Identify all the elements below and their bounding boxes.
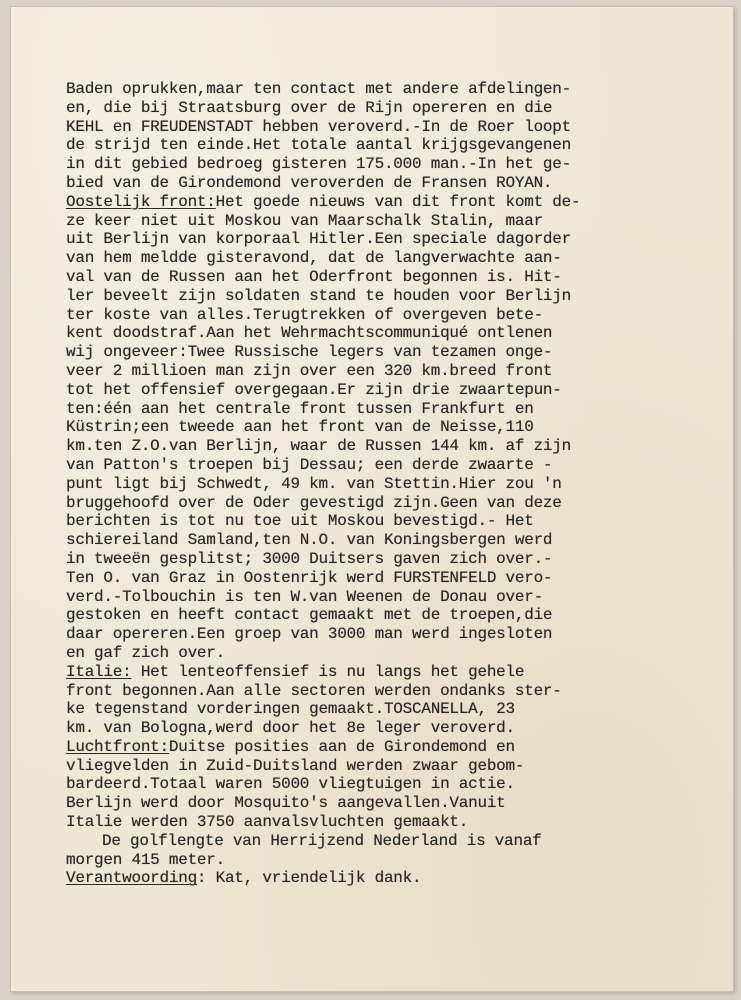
text-line xyxy=(66,588,716,607)
text-line xyxy=(66,738,716,757)
text-segment: van hem meldde gisteravond, dat de langverwachte aan- xyxy=(66,249,562,268)
text-segment: Het lenteoffensief is nu langs het gehele xyxy=(131,662,525,681)
text-segment: front begonnen.Aan alle sectoren werden ondanks ster- xyxy=(66,681,562,700)
text-line xyxy=(66,757,716,776)
text-line xyxy=(66,99,716,118)
section-heading: Verantwoording xyxy=(66,869,197,888)
text-line xyxy=(66,700,716,719)
text-line xyxy=(66,174,716,193)
text-line xyxy=(66,494,716,513)
text-segment: verd.-Tolbouchin is ten W.van Weenen de Donau over- xyxy=(66,587,543,606)
text-line xyxy=(66,287,716,306)
section-heading: Italie: xyxy=(66,662,132,681)
text-segment: ten:één aan het centrale front tussen Frankfurt en xyxy=(66,399,534,418)
text-line xyxy=(66,306,716,325)
text-line xyxy=(66,362,716,381)
text-line xyxy=(66,381,716,400)
text-segment: en gaf zich over. xyxy=(66,643,225,662)
text-segment: ter koste van alles.Terugtrekken of overgeven bete- xyxy=(66,305,543,324)
text-line xyxy=(66,400,716,419)
text-segment: Duitse posities aan de Girondemond en xyxy=(168,737,515,756)
text-segment: wij ongeveer:Twee Russische legers van tezamen onge- xyxy=(66,343,553,362)
text-line xyxy=(66,682,716,701)
text-segment: KEHL en FREUDENSTADT hebben veroverd.-In de Roer loopt xyxy=(66,117,571,136)
text-line xyxy=(66,625,716,644)
text-segment: de strijd ten einde.Het totale aantal krijgsgevangenen xyxy=(66,136,571,155)
text-line xyxy=(66,719,716,738)
text-line xyxy=(66,80,716,99)
text-segment: bruggehoofd over de Oder gevestigd zijn.Geen van deze xyxy=(66,493,562,512)
text-line xyxy=(66,606,716,625)
text-segment: : Kat, vriendelijk dank. xyxy=(196,869,422,888)
text-line xyxy=(66,437,716,456)
text-segment: Ten O. van Graz in Oostenrijk werd FURSTENFELD vero- xyxy=(66,568,553,587)
text-segment: ke tegenstand vorderingen gemaakt.TOSCANELLA, 23 xyxy=(66,700,515,719)
text-segment: gestoken en heeft contact gemaakt met de troepen,die xyxy=(66,606,553,625)
section-heading: Luchtfront: xyxy=(66,737,169,756)
text-segment: km. van Bologna,werd door het 8e leger veroverd. xyxy=(66,719,515,738)
text-segment: ze keer niet uit Moskou van Maarschalk Stalin, maar xyxy=(66,211,543,230)
text-line xyxy=(66,550,716,569)
text-segment: punt ligt bij Schwedt, 49 km. van Stettin.Hier zou 'n xyxy=(66,474,562,493)
typed-text-body xyxy=(66,80,716,888)
text-segment: morgen 415 meter. xyxy=(66,850,225,869)
text-line xyxy=(66,268,716,287)
text-segment: daar opereren.Een groep van 3000 man werd ingesloten xyxy=(66,625,553,644)
text-line xyxy=(66,813,716,832)
text-line xyxy=(66,249,716,268)
text-segment: val van de Russen aan het Oderfront begonnen is. Hit- xyxy=(66,267,562,286)
text-segment: Italie werden 3750 aanvalsvluchten gemaakt. xyxy=(66,813,469,832)
text-line xyxy=(66,475,716,494)
text-segment: bardeerd.Totaal waren 5000 vliegtuigen in actie. xyxy=(66,775,515,794)
text-line xyxy=(66,832,716,851)
text-segment: ler beveelt zijn soldaten stand te houden voor Berlijn xyxy=(66,286,571,305)
text-segment: veer 2 millioen man zijn over een 320 km.breed front xyxy=(66,361,553,380)
text-segment: schiereiland Samland,ten N.O. van Koningsbergen werd xyxy=(66,531,553,550)
text-segment: berichten is tot nu toe uit Moskou bevestigd.- Het xyxy=(66,512,534,531)
text-segment: km.ten Z.O.van Berlijn, waar de Russen 144 km. af zijn xyxy=(66,437,571,456)
text-segment: tot het offensief overgegaan.Er zijn drie zwaartepun- xyxy=(66,380,562,399)
text-segment: bied van de Girondemond veroverden de Fransen ROYAN. xyxy=(66,173,553,192)
section-heading: Oostelijk front: xyxy=(66,192,216,211)
text-line xyxy=(66,794,716,813)
text-line xyxy=(66,155,716,174)
text-segment: Het goede nieuws van dit front komt de- xyxy=(215,192,581,211)
text-segment: in dit gebied bedroeg gisteren 175.000 man.-In het ge- xyxy=(66,155,571,174)
text-line xyxy=(66,512,716,531)
text-line xyxy=(66,869,716,888)
text-segment: Baden oprukken,maar ten contact met andere afdelingen- xyxy=(66,80,571,98)
text-segment: in tweeën gesplitst; 3000 Duitsers gaven zich over.- xyxy=(66,549,553,568)
text-segment: De golflengte van Herrijzend Nederland is vanaf xyxy=(102,831,542,850)
text-line xyxy=(66,230,716,249)
text-segment: uit Berlijn van korporaal Hitler.Een speciale dagorder xyxy=(66,230,571,249)
text-line xyxy=(66,644,716,663)
text-segment: Berlijn werd door Mosquito's aangevallen.Vanuit xyxy=(66,794,506,813)
text-line xyxy=(66,775,716,794)
text-segment: van Patton's troepen bij Dessau; een derde zwaarte - xyxy=(66,455,553,474)
text-line xyxy=(66,212,716,231)
text-line xyxy=(66,569,716,588)
text-line xyxy=(66,663,716,682)
text-line xyxy=(66,456,716,475)
text-segment: en, die bij Straatsburg over de Rijn opereren en die xyxy=(66,98,553,117)
text-line xyxy=(66,136,716,155)
text-line xyxy=(66,193,716,212)
text-segment: kent doodstraf.Aan het Wehrmachtscommuniqué ontlenen xyxy=(66,324,553,343)
text-line xyxy=(66,531,716,550)
text-line xyxy=(66,851,716,870)
text-line xyxy=(66,418,716,437)
text-segment: vliegvelden in Zuid-Duitsland werden zwaar gebom- xyxy=(66,756,525,775)
text-line xyxy=(66,343,716,362)
text-line xyxy=(66,324,716,343)
text-line xyxy=(66,118,716,137)
typewritten-page xyxy=(10,6,734,992)
text-segment: Küstrin;een tweede aan het front van de Neisse,110 xyxy=(66,418,534,437)
